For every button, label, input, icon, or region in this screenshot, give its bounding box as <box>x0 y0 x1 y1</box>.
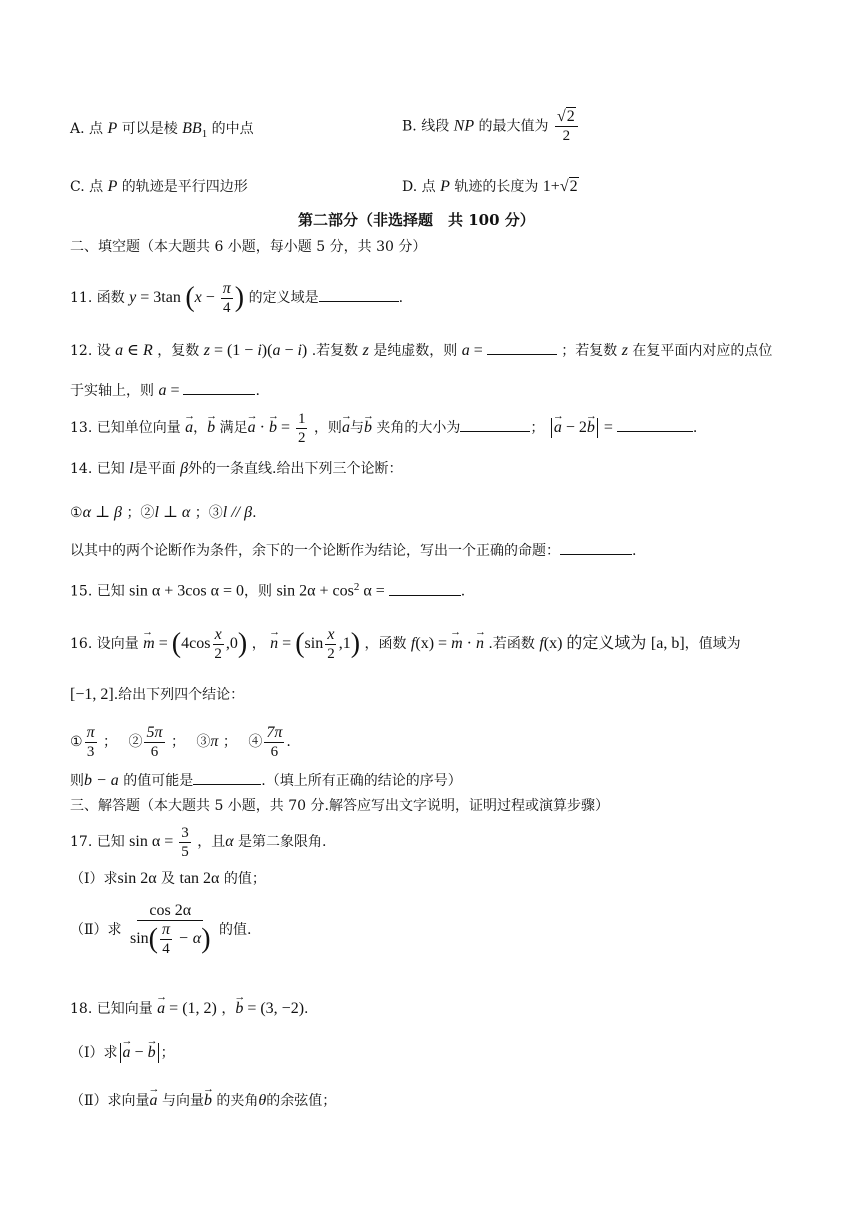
solve-header: 三、解答题（本大题共 5 小题，共 70 分.解答应写出文字说明，证明过程或演算步骤） <box>70 798 609 814</box>
question-11: 11. 函数 y = 3tan (x − $\frac{\pi}{4}$ ) 的定义域是 . <box>70 279 404 316</box>
option-d: D. 点 P 轨迹的长度为 1+√2 <box>402 178 578 195</box>
answer-blank[interactable] <box>617 417 693 432</box>
question-16: 16. 设向量 → m = (4cos $\frac{x}{2}$ ,0) ， → n = (sin $\frac{x}{2}$ ,1) ，函数 f(x) = → m · → n .若函数 f(x) 的定义域为 [a, b]，值域为 <box>70 620 741 664</box>
question-16-range: [−1, 2].给出下列四个结论： <box>70 686 245 703</box>
question-18: 18. 已知向量 → a = (1, 2) ，→ b = (3, −2). <box>70 994 308 1020</box>
option-a: A. 点 P 可以是棱 $BB_1$ 的中点 <box>70 120 254 140</box>
question-18-part1: （Ⅰ）求→ a − → b ； <box>70 1038 175 1064</box>
fill-in-header: 二、填空题（本大题共 6 小题，每小题 5 分，共 30 分） <box>70 239 427 255</box>
fraction-sqrt2-over-2: $\frac{√2}{2}$ <box>555 108 578 145</box>
question-18-part2: （Ⅱ）求向量→ a 与向量→ b 的夹角θ的余弦值； <box>70 1086 336 1112</box>
question-14-statements: ①α ⊥ β ；②l ⊥ α ；③l // β. <box>70 504 257 521</box>
question-12: 12. 设 a ∈ R ，复数 z = (1 − i)(a − i) .若复数 z 是纯虚数，则 a = ；若复数 z 在复平面内对应的点位 <box>70 342 773 359</box>
question-13: 13. 已知单位向量 → a，→ b 满足→ a · → b = $\frac{1}{2}$ ，则→ a与→ b 夹角的大小为 ； → a − 2→ b = . <box>70 404 697 448</box>
question-17-part2: （Ⅱ）求 cos 2α sin( $\frac{\pi}{4}$ − α) 的值. <box>70 902 252 957</box>
question-15: 15. 已知 sin α + 3cos α = 0，则 $\sin 2\alpha + \cos^2 \alpha$ = . <box>70 581 466 600</box>
answer-blank[interactable] <box>389 581 461 596</box>
answer-blank[interactable] <box>183 380 255 395</box>
question-16-prompt: 则b − a 的值可能是 .（填上所有正确的结论的序号） <box>70 772 462 789</box>
question-14: 14. 已知 l是平面 β外的一条直线.给出下列三个论断： <box>70 460 403 477</box>
option-c: C. 点 P 的轨迹是平行四边形 <box>70 178 248 195</box>
answer-blank[interactable] <box>319 287 399 302</box>
question-17-part1: （Ⅰ）求sin 2α 及 tan 2α 的值； <box>70 870 266 887</box>
question-16-options: ① $\frac{\pi}{3}$ ； ② $\frac{5\pi}{6}$ ； ③π ； ④ $\frac{7\pi}{6}$ . <box>70 723 291 760</box>
part2-title: 第二部分（非选择题 共 100 分） <box>298 211 535 229</box>
answer-blank[interactable] <box>193 770 261 785</box>
cos2a-over-sin-fraction: cos 2α sin( $\frac{\pi}{4}$ − α) <box>129 902 211 957</box>
question-17: 17. 已知 sin α = $\frac{3}{5}$ ，且α 是第二象限角. <box>70 824 327 860</box>
option-b: B. 线段 NP 的最大值为 $\frac{√2}{2}$ <box>402 108 580 145</box>
answer-blank[interactable] <box>487 340 557 355</box>
question-12-line2: 于实轴上，则 a = . <box>70 382 260 399</box>
question-14-instruction: 以其中的两个论断作为条件，余下的一个论断作为结论，写出一个正确的命题： . <box>70 540 636 562</box>
answer-blank[interactable] <box>460 417 530 432</box>
answer-blank[interactable] <box>560 540 632 555</box>
